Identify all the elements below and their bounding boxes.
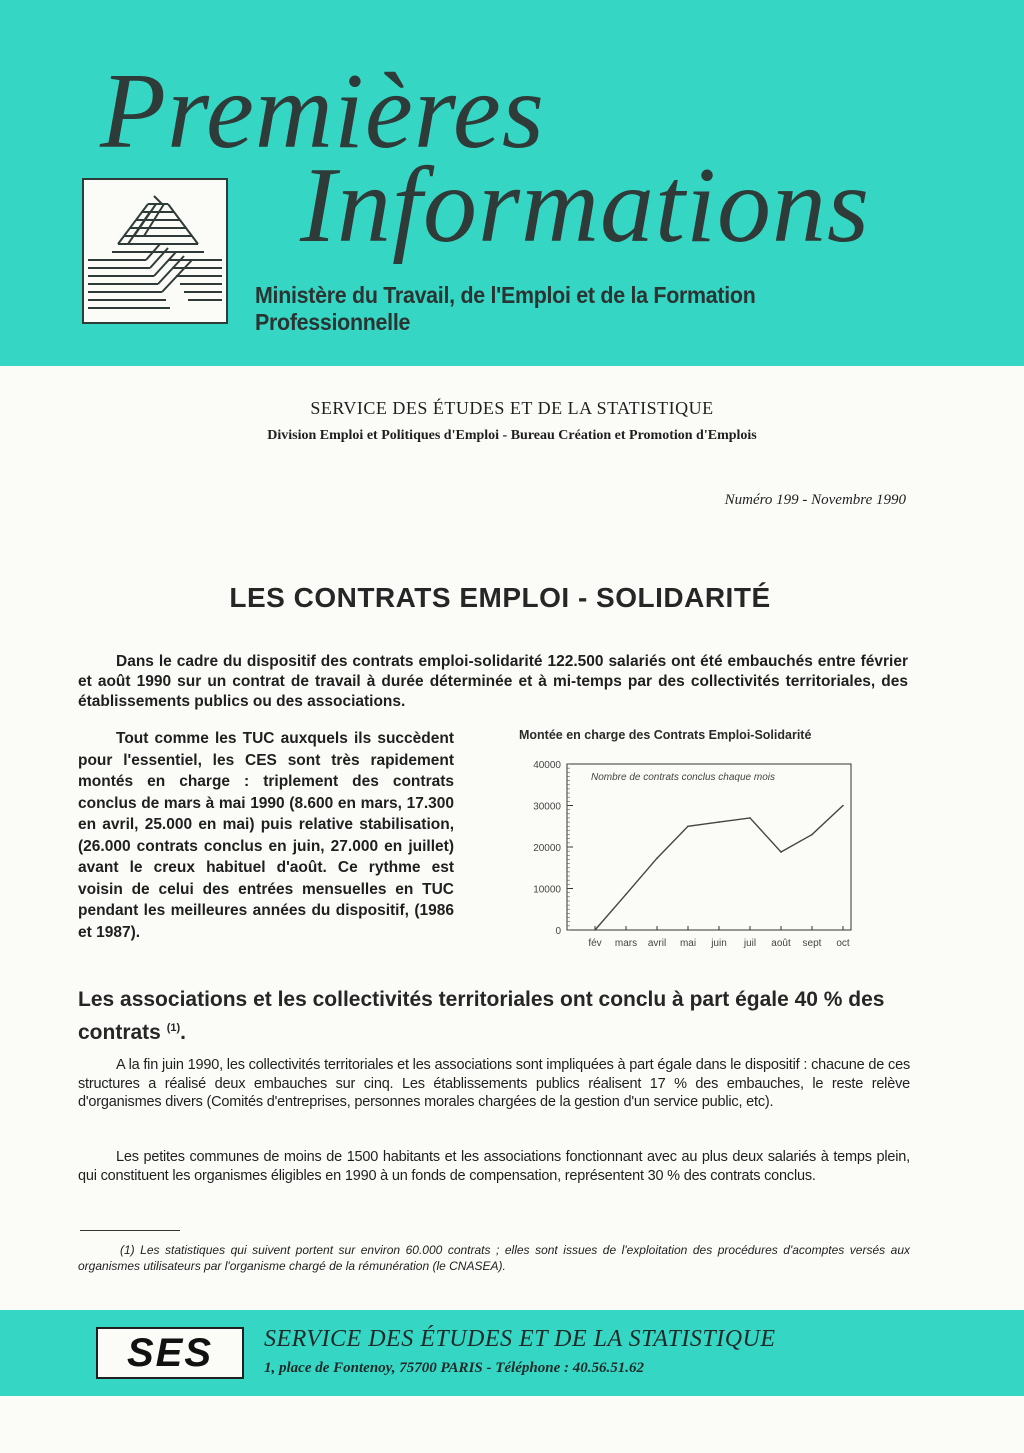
x-tick-label: juil	[743, 938, 757, 949]
y-tick-label: 0	[555, 926, 561, 937]
x-tick-label: oct	[836, 938, 850, 949]
x-tick-label: juin	[711, 938, 727, 949]
ses-logo: SES	[96, 1327, 244, 1379]
data-point	[625, 894, 627, 896]
y-tick-label: 30000	[533, 801, 561, 813]
ministry-name: Ministère du Travail, de l'Emploi et de la Formation Professionnelle	[255, 282, 756, 335]
masthead-band	[0, 0, 1024, 366]
chart-title: Montée en charge des Contrats Emploi-Solidarité	[519, 728, 812, 742]
footer-band	[0, 1310, 1024, 1396]
footnote: (1) Les statistiques qui suivent portent sur environ 60.000 contrats ; elles sont issues de l'exploitation des procédures d'acomptes versés aux organismes utilisateurs par l'organisme chargé de la rémunération (le CNASEA).	[78, 1243, 910, 1273]
data-point	[811, 834, 813, 836]
data-point	[842, 805, 844, 807]
body-paragraph-2: Les petites communes de moins de 1500 habitants et les associations fonctionnant avec au plus deux salariés à temps plein, qui constituent les organismes éligibles en 1990 à un fonds de compensation, représentent 30 % des contrats conclus.	[78, 1149, 910, 1184]
body-paragraph-1: A la fin juin 1990, les collectivités territoriales et les associations sont impliquées à part égale dans le dispositif : chacune de ces structures a réalisé deux embauches sur cinq. Les établissements publics réalisent 17 % des embauches, le reste relève d'organismes divers (Comités d'entreprises, personnes morales chargées de la gestion d'un service public, etc).	[78, 1057, 910, 1110]
service-title: SERVICE DES ÉTUDES ET DE LA STATISTIQUE	[310, 398, 714, 418]
footer-address: 1, place de Fontenoy, 75700 PARIS - Téléphone : 40.56.51.62	[264, 1360, 644, 1376]
brand-title-line1: Premières	[100, 52, 545, 171]
x-tick-label: mars	[614, 938, 638, 949]
footnote-ref: (1)	[166, 1022, 181, 1034]
brand-title-line2: Informations	[300, 146, 871, 265]
y-tick-label: 10000	[533, 884, 561, 896]
chart-legend: Nombre de contrats conclus chaque mois	[591, 772, 775, 783]
data-point	[749, 817, 751, 819]
x-tick-label: sept	[802, 938, 822, 949]
footer-service-name: SERVICE DES ÉTUDES ET DE LA STATISTIQUE	[264, 1326, 776, 1352]
page-title: LES CONTRATS EMPLOI - SOLIDARITÉ	[229, 582, 771, 613]
line-chart	[505, 726, 905, 966]
ministry-logo	[82, 178, 228, 324]
x-tick-label: avril	[647, 938, 667, 949]
x-tick-label: fév	[588, 938, 602, 949]
column-paragraph: Tout comme les TUC auxquels ils succèdent pour l'essentiel, les CES sont très rapidement montés en charge : triplement des contrats conclus de mars à mai 1990 (8.600 en mars, 17.300 en avril, 25.000 en mai) puis relative stabilisation, (26.000 contrats conclus en juin, 27.000 en juillet) avant le creux habituel d'août. Ce rythme est voisin de celui des entrées mensuelles en TUC pendant les meilleures années du dispositif, (1986 et 1987).	[78, 730, 454, 941]
plot-frame	[567, 764, 851, 930]
series-line	[595, 806, 843, 931]
footnote-divider	[80, 1230, 180, 1231]
y-tick-label: 20000	[533, 843, 561, 854]
data-point	[780, 851, 782, 853]
data-point	[656, 857, 658, 859]
data-point	[718, 821, 720, 823]
lead-paragraph: Dans le cadre du dispositif des contrats emploi-solidarité 122.500 salariés ont été embauchés entre février et août 1990 sur un contrat de travail à durée déterminée et à mi-temps par des collectivités territoriales, des établissements publics ou des associations.	[78, 653, 908, 710]
x-tick-label: août	[771, 938, 791, 949]
y-tick-label: 40000	[533, 760, 561, 771]
x-tick-label: mai	[679, 938, 697, 949]
chart-canvas	[505, 752, 905, 964]
division-line: Division Emploi et Politiques d'Emploi - Bureau Création et Promotion d'Emplois	[267, 428, 757, 443]
issue-number: Numéro 199 - Novembre 1990	[724, 492, 906, 508]
stepped-pyramid-logo-icon	[84, 180, 226, 322]
data-point	[687, 825, 689, 827]
data-point	[594, 929, 596, 931]
heading-period: .	[180, 1021, 186, 1044]
section-heading	[78, 986, 914, 1047]
section-heading-text: Les associations et les collectivités territoriales ont conclu à part égale 40 % des contrats	[78, 988, 885, 1044]
